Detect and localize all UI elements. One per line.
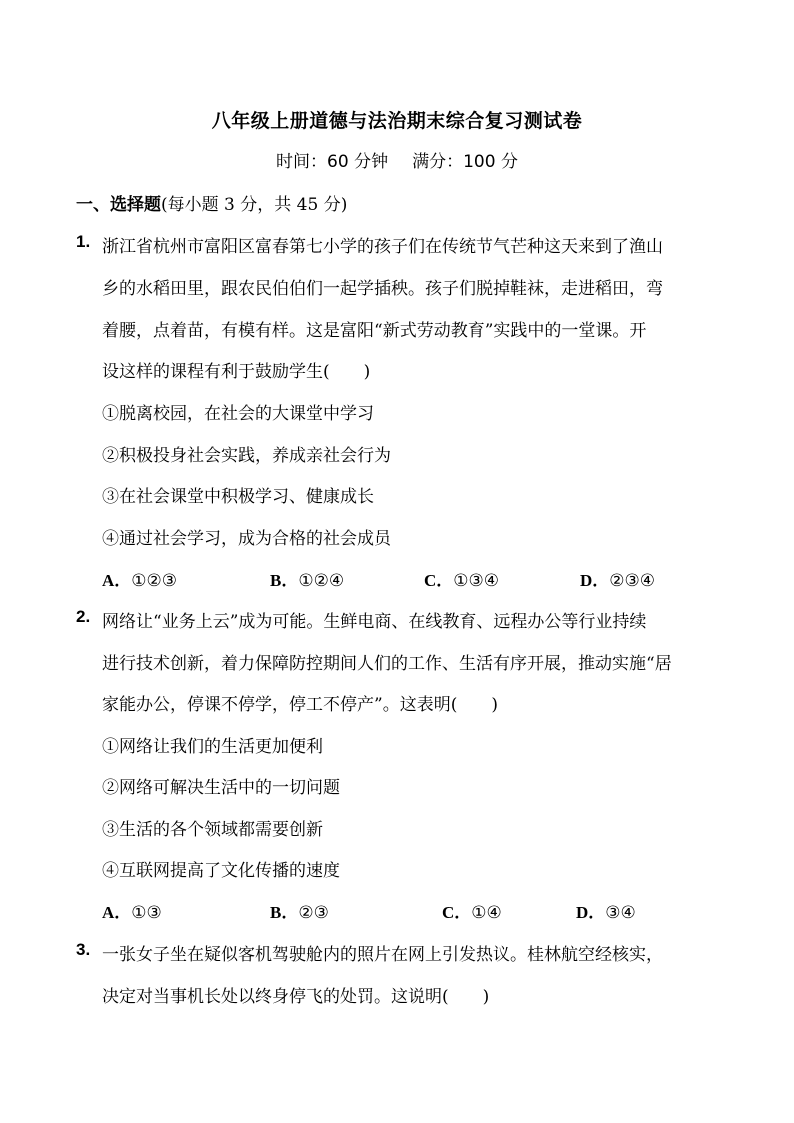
- question-stem-line: 一张女子坐在疑似客机驾驶舱内的照片在网上引发热议。桂林航空经核实，: [102, 945, 663, 965]
- question-stem-line: 决定对当事机长处以终身停飞的处罚。这说明( ): [102, 987, 490, 1007]
- exam-title: 八年级上册道德与法治期末综合复习测试卷: [211, 110, 583, 132]
- statement-item: ④通过社会学习，成为合格的社会成员: [102, 529, 391, 549]
- question-stem-line: 进行技术创新，着力保障防控期间人们的工作、生活有序开展，推动实施“居: [102, 654, 672, 674]
- question-number: 2.: [76, 607, 91, 626]
- section-title: 一、选择题: [76, 195, 161, 215]
- option-d[interactable]: [580, 566, 655, 591]
- option-text: ①③④: [453, 571, 500, 591]
- section-note: (每小题 3 分，共 45 分): [161, 195, 348, 215]
- question-stem-line: 乡的水稻田里，跟农民伯伯们一起学插秧。孩子们脱掉鞋袜，走进稻田，弯: [102, 279, 663, 299]
- option-label: B．: [270, 903, 299, 922]
- exam-subtitle: [0, 147, 794, 172]
- statement-item: ①脱离校园，在社会的大课堂中学习: [102, 404, 374, 424]
- option-text: ①②③: [131, 571, 178, 591]
- option-label: C．: [442, 903, 472, 922]
- question-stem-line: 浙江省杭州市富阳区富春第七小学的孩子们在传统节气芒种这天来到了渔山: [102, 237, 663, 257]
- question-number: 1.: [76, 232, 91, 251]
- option-d[interactable]: [576, 898, 636, 923]
- option-text: ①④: [471, 903, 502, 923]
- option-label: C．: [424, 571, 454, 590]
- question-stem-line: 着腰，点着苗，有模有样。这是富阳“新式劳动教育”实践中的一堂课。开: [102, 321, 647, 341]
- option-b[interactable]: [270, 566, 344, 591]
- score-label: 满分：100 分: [412, 152, 518, 172]
- option-label: D．: [576, 903, 606, 922]
- option-c[interactable]: [442, 898, 502, 923]
- option-text: ①③: [131, 903, 162, 923]
- time-label: 时间：60 分钟: [276, 152, 389, 172]
- question-number: 3.: [76, 940, 91, 959]
- question-stem-line: 设这样的课程有利于鼓励学生( ): [102, 362, 371, 382]
- option-text: ①②④: [298, 571, 345, 591]
- option-text: ③④: [605, 903, 636, 923]
- option-label: A．: [102, 571, 132, 590]
- statement-item: ②积极投身社会实践，养成亲社会行为: [102, 446, 391, 466]
- option-b[interactable]: [270, 898, 329, 923]
- section-heading: [76, 190, 347, 215]
- option-c[interactable]: [424, 566, 499, 591]
- option-text: ②③④: [609, 571, 656, 591]
- statement-item: ④互联网提高了文化传播的速度: [102, 861, 340, 881]
- question-stem-line: 网络让“业务上云”成为可能。生鲜电商、在线教育、远程办公等行业持续: [102, 612, 647, 632]
- statement-item: ③在社会课堂中积极学习、健康成长: [102, 487, 374, 507]
- question-stem-line: 家能办公，停课不停学，停工不停产”。这表明( ): [102, 695, 498, 715]
- statement-item: ③生活的各个领域都需要创新: [102, 820, 323, 840]
- option-a[interactable]: [102, 566, 177, 591]
- statement-item: ①网络让我们的生活更加便利: [102, 737, 323, 757]
- option-label: A．: [102, 903, 132, 922]
- option-label: D．: [580, 571, 610, 590]
- option-label: B．: [270, 571, 299, 590]
- option-a[interactable]: [102, 898, 162, 923]
- statement-item: ②网络可解决生活中的一切问题: [102, 778, 340, 798]
- option-text: ②③: [298, 903, 329, 923]
